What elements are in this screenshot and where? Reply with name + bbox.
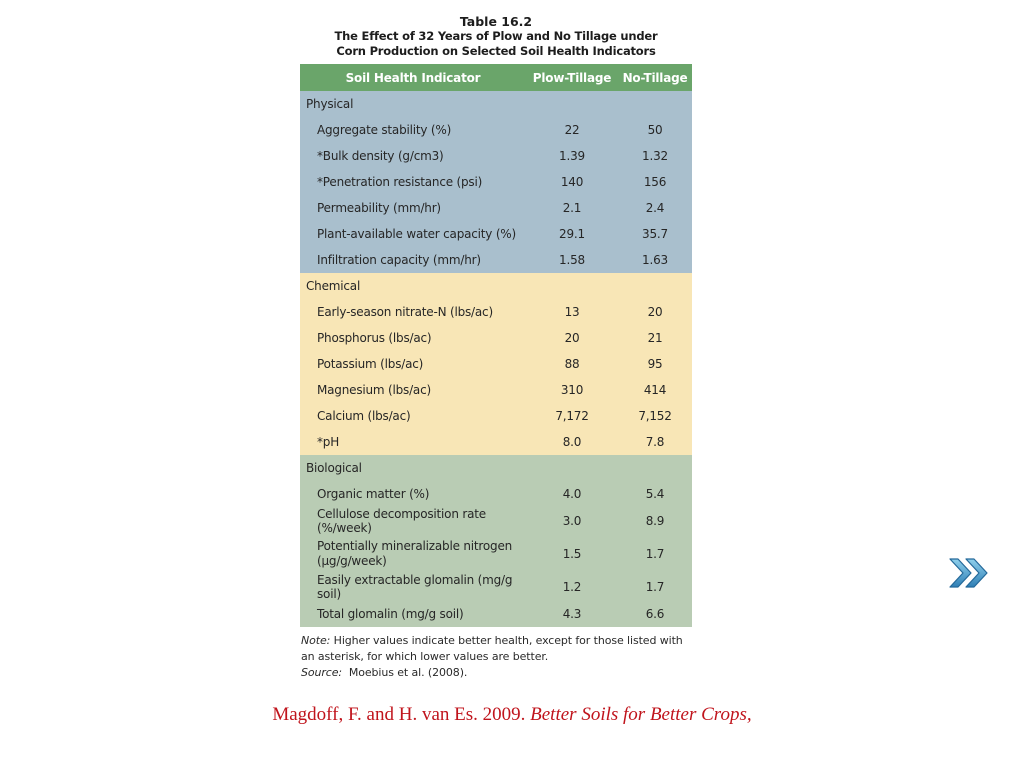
notill-value: 20 [618,299,692,325]
table-row [300,299,692,325]
notill-value: 21 [618,325,692,351]
notill-value: 95 [618,351,692,377]
indicator-name: Total glomalin (mg/g soil) [300,601,526,627]
plow-value: 7,172 [526,403,618,429]
note-text-1: Higher values indicate better health, except for those listed with [333,634,683,647]
plow-value: 13 [526,299,618,325]
header-indicator: Soil Health Indicator [300,64,526,91]
header-plow-tillage: Plow-Tillage [526,64,618,91]
notill-value: 156 [618,169,692,195]
indicator-name: Infiltration capacity (mm/hr) [300,247,526,273]
note-label: Note: [301,634,331,647]
table-header-row [300,64,692,91]
plow-value: 8.0 [526,429,618,455]
table-title-line-2: Corn Production on Selected Soil Health Indicators [336,44,656,58]
plow-value: 1.58 [526,247,618,273]
table-row [300,143,692,169]
notill-value: 2.4 [618,195,692,221]
indicator-name-line-2: (µg/g/week) [317,554,387,568]
indicator-name: Permeability (mm/hr) [300,195,526,221]
table-row [300,325,692,351]
plow-value: 1.5 [526,535,618,573]
notill-value: 6.6 [618,601,692,627]
indicator-name: Calcium (lbs/ac) [300,403,526,429]
plow-value: 4.0 [526,481,618,507]
plow-value: 22 [526,117,618,143]
notill-value: 1.7 [618,535,692,573]
indicator-name: Early-season nitrate-N (lbs/ac) [300,299,526,325]
plow-value: 88 [526,351,618,377]
source-label: Source: [301,666,343,679]
section-label-biological: Biological [300,455,692,481]
plow-value: 20 [526,325,618,351]
section-label-chemical: Chemical [300,273,692,299]
section-row-biological [300,455,692,481]
plow-value: 4.3 [526,601,618,627]
indicator-name: Easily extractable glomalin (mg/g soil) [300,573,526,601]
next-slide-button[interactable] [946,556,994,590]
table-row [300,351,692,377]
indicator-name: Potassium (lbs/ac) [300,351,526,377]
notill-value: 7,152 [618,403,692,429]
header-no-tillage: No-Tillage [618,64,692,91]
notill-value: 5.4 [618,481,692,507]
indicator-name [300,535,526,573]
notill-value: 50 [618,117,692,143]
indicator-name: Magnesium (lbs/ac) [300,377,526,403]
plow-value: 310 [526,377,618,403]
notill-value: 414 [618,377,692,403]
notill-value: 35.7 [618,221,692,247]
table-row [300,117,692,143]
table-row [300,481,692,507]
table-row [300,601,692,627]
indicator-name: *Bulk density (g/cm3) [300,143,526,169]
plow-value: 1.39 [526,143,618,169]
table-row [300,221,692,247]
plow-value: 140 [526,169,618,195]
indicator-name: Phosphorus (lbs/ac) [300,325,526,351]
indicator-name: Organic matter (%) [300,481,526,507]
notill-value: 8.9 [618,507,692,535]
soil-health-table [300,64,692,627]
table-row [300,377,692,403]
table-row [300,403,692,429]
plow-value: 2.1 [526,195,618,221]
table-row [300,507,692,535]
indicator-name: *Penetration resistance (psi) [300,169,526,195]
section-label-physical: Physical [300,91,692,117]
notill-value: 7.8 [618,429,692,455]
citation [0,704,1024,726]
citation-book-title: Better Soils for Better Crops, [530,704,752,725]
plow-value: 1.2 [526,573,618,601]
table-number: Table 16.2 [459,14,533,29]
table-row [300,535,692,573]
table-row [300,573,692,601]
note-line-2: an asterisk, for which lower values are better. [301,650,549,663]
table-row [300,169,692,195]
table-row [300,429,692,455]
plow-value: 29.1 [526,221,618,247]
citation-authors: Magdoff, F. and H. van Es. 2009. [272,704,531,725]
note-line-1 [301,633,692,649]
indicator-name-line-1: Potentially mineralizable nitrogen [317,539,513,553]
soil-health-table-figure [300,14,692,681]
table-row [300,247,692,273]
table-caption [300,14,692,59]
plow-value: 3.0 [526,507,618,535]
indicator-name: *pH [300,429,526,455]
notill-value: 1.32 [618,143,692,169]
source-text: Moebius et al. (2008). [348,666,468,679]
table-title-line-1: The Effect of 32 Years of Plow and No Tillage under [334,29,658,43]
notill-value: 1.63 [618,247,692,273]
table-row [300,195,692,221]
source-line [301,665,692,681]
notill-value: 1.7 [618,573,692,601]
indicator-name: Cellulose decomposition rate (%/week) [300,507,526,535]
section-row-physical [300,91,692,117]
indicator-name: Aggregate stability (%) [300,117,526,143]
table-note [300,633,692,681]
indicator-name: Plant-available water capacity (%) [300,221,526,247]
section-row-chemical [300,273,692,299]
double-chevron-right-icon [946,556,994,590]
